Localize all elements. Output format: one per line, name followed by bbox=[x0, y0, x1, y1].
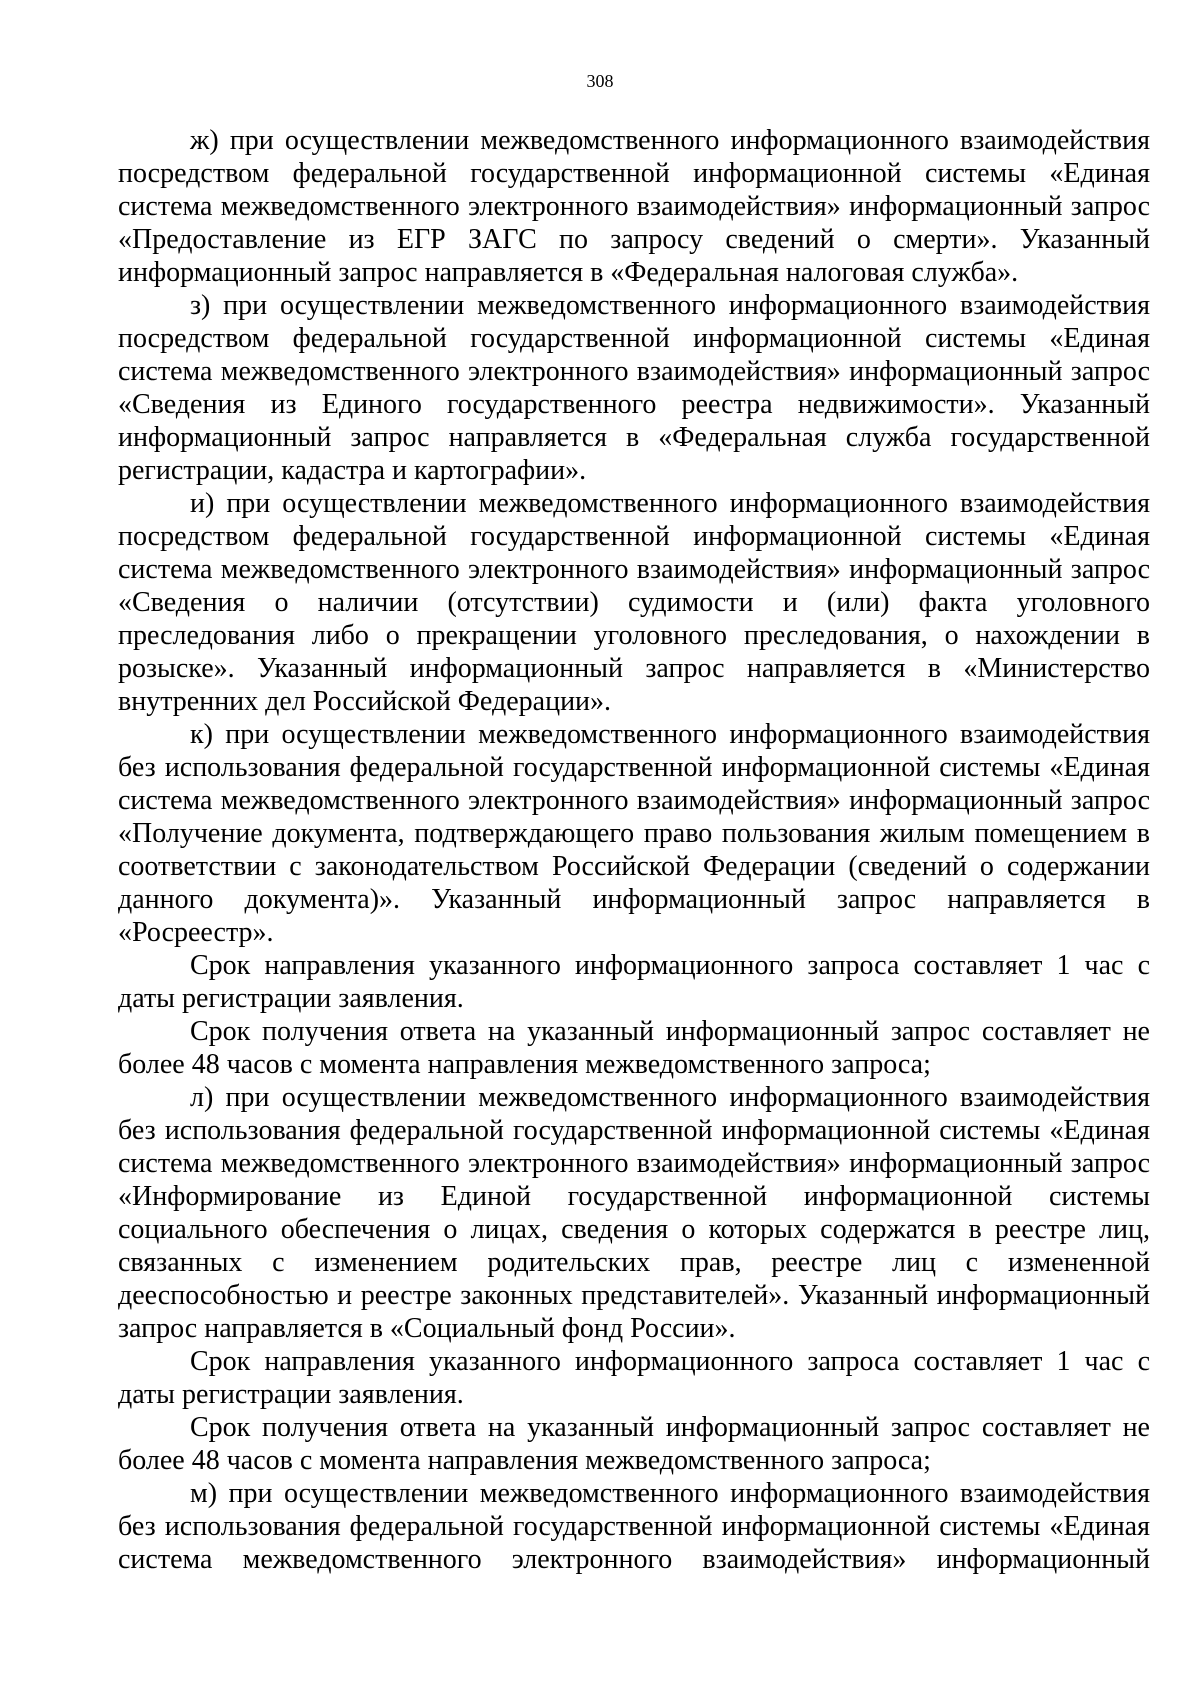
paragraph-deadline-send-2: Срок направления указанного информационного запроса составляет 1 час с даты регистрации заявления. bbox=[118, 1346, 1150, 1410]
paragraph-i: и) при осуществлении межведомственного информационного взаимодействия посредством федеральной государственной информационной системы «Единая система межведомственного электронного взаимодействия» информационный запрос «Сведения о наличии (отсутствии) судимости и (или) факта уголовного преследования либо о прекращении уголовного преследования, о нахождении в розыске». Указанный информационный запрос направляется в «Министерство внутренних дел Российской Федерации». bbox=[118, 488, 1150, 717]
page-number: 308 bbox=[586, 71, 614, 91]
paragraph-zh: ж) при осуществлении межведомственного информационного взаимодействия посредством федеральной государственной информационной системы «Единая система межведомственного электронного взаимодействия» информационный запрос «Предоставление из ЕГР ЗАГС по запросу сведений о смерти». Указанный информационный запрос направляется в «Федеральная налоговая служба». bbox=[118, 125, 1150, 288]
paragraph-m: м) при осуществлении межведомственного информационного взаимодействия без использования федеральной государственной информационной системы «Единая система межведомственного электронного взаимодействия» информационный bbox=[118, 1478, 1150, 1575]
paragraph-deadline-response-2: Срок получения ответа на указанный информационный запрос составляет не более 48 часов с момента направления межведомственного запроса; bbox=[118, 1412, 1150, 1476]
paragraph-z: з) при осуществлении межведомственного информационного взаимодействия посредством федеральной государственной информационной системы «Единая система межведомственного электронного взаимодействия» информационный запрос «Сведения из Единого государственного реестра недвижимости». Указанный информационный запрос направляется в «Федеральная служба государственной регистрации, кадастра и картографии». bbox=[118, 290, 1150, 486]
document-body bbox=[118, 124, 1150, 1576]
paragraph-l: л) при осуществлении межведомственного информационного взаимодействия без использования федеральной государственной информационной системы «Единая система межведомственного электронного взаимодействия» информационный запрос «Информирование из Единой государственной информационной системы социального обеспечения о лицах, сведения о которых содержатся в реестре лиц, связанных с изменением родительских прав, реестре лиц с измененной дееспособностью и реестре законных представителей». Указанный информационный запрос направляется в «Социальный фонд России». bbox=[118, 1082, 1150, 1344]
paragraph-deadline-send-1: Срок направления указанного информационного запроса составляет 1 час с даты регистрации заявления. bbox=[118, 950, 1150, 1014]
paragraph-deadline-response-1: Срок получения ответа на указанный информационный запрос составляет не более 48 часов с момента направления межведомственного запроса; bbox=[118, 1016, 1150, 1080]
paragraph-k: к) при осуществлении межведомственного информационного взаимодействия без использования федеральной государственной информационной системы «Единая система межведомственного электронного взаимодействия» информационный запрос «Получение документа, подтверждающего право пользования жилым помещением в соответствии с законодательством Российской Федерации (сведений о содержании данного документа)». Указанный информационный запрос направляется в «Росреестр». bbox=[118, 719, 1150, 948]
